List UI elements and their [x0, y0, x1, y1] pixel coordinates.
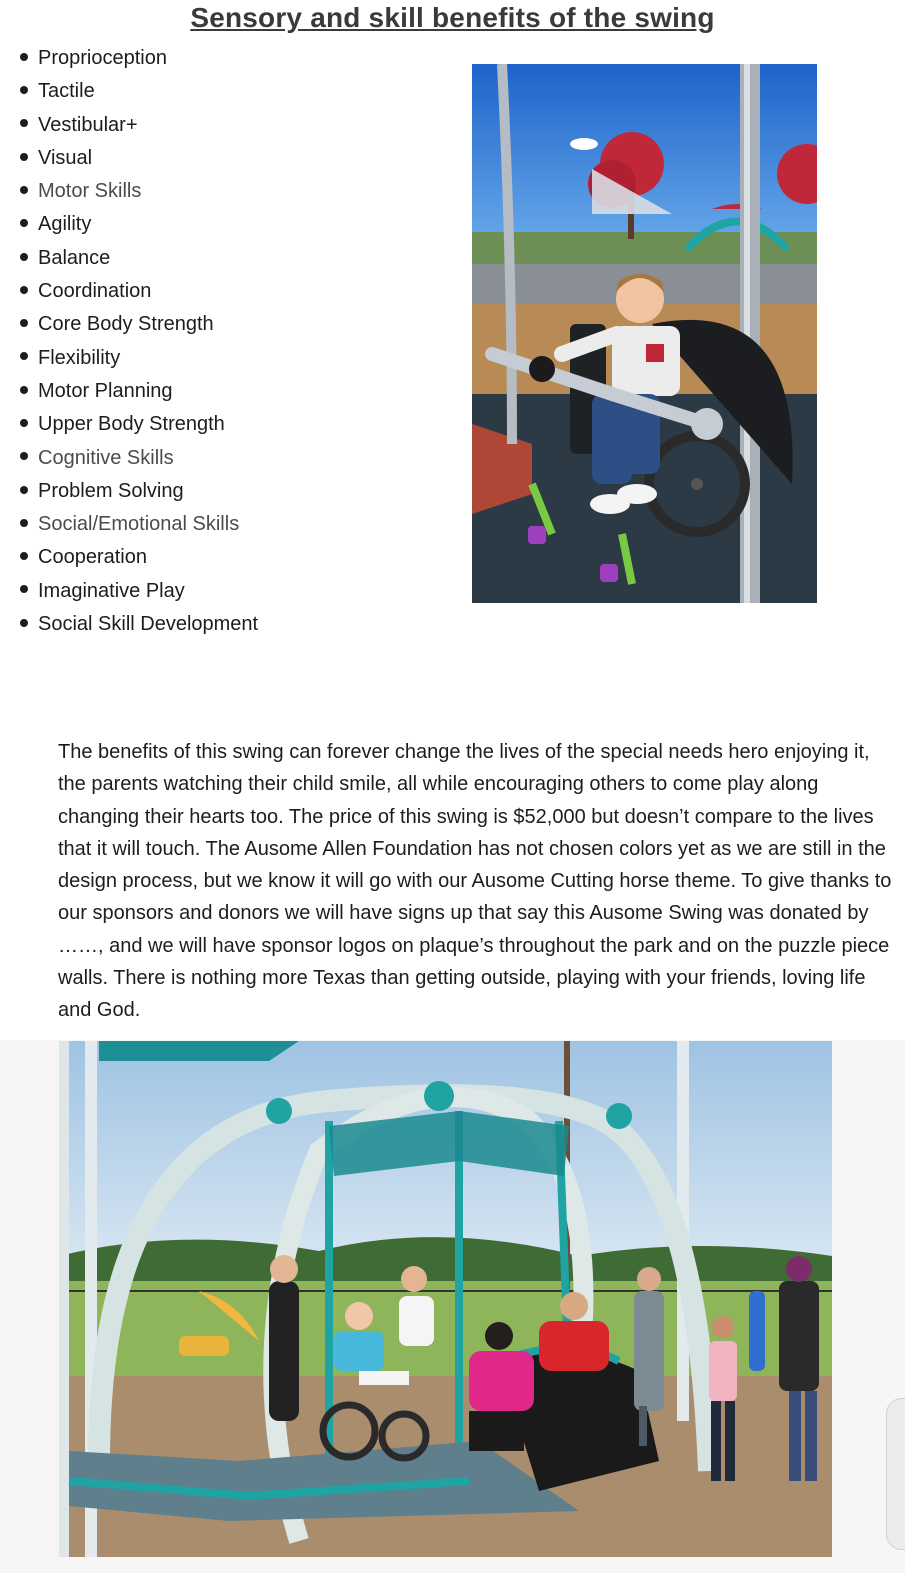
list-item: [20, 144, 258, 177]
benefit-label: Upper Body Strength: [38, 413, 225, 436]
bullet-icon: [20, 319, 28, 327]
list-item: [20, 44, 258, 77]
bullet-icon: [20, 53, 28, 61]
paragraph-line: and God.: [58, 999, 141, 1022]
paragraph-line: walls. There is nothing more Texas than getting outside, playing with your friends, loving life: [58, 967, 866, 990]
bullet-icon: [20, 253, 28, 261]
bullet-icon: [20, 352, 28, 360]
list-item: [20, 177, 258, 210]
bullet-icon: [20, 486, 28, 494]
bullet-icon: [20, 519, 28, 527]
bullet-icon: [20, 585, 28, 593]
list-item: [20, 577, 258, 610]
list-item: [20, 444, 258, 477]
benefit-label: Problem Solving: [38, 479, 184, 502]
bullet-icon: [20, 452, 28, 460]
benefit-label: Balance: [38, 246, 111, 269]
paragraph-line: ……, and we will have sponsor logos on plaque’s throughout the park and on the puzzle piece: [58, 934, 890, 957]
list-item: [20, 244, 258, 277]
benefit-label: Motor Planning: [38, 379, 173, 402]
list-item: [20, 111, 258, 144]
bullet-icon: [20, 186, 28, 194]
photo-group-on-swing: [59, 1041, 832, 1557]
list-item: [20, 410, 258, 443]
page-title: Sensory and skill benefits of the swing: [190, 2, 715, 33]
benefits-list: [20, 44, 258, 643]
bullet-icon: [20, 619, 28, 627]
benefit-label: Cognitive Skills: [38, 446, 174, 469]
benefit-label: Cooperation: [38, 546, 147, 569]
bullet-icon: [20, 119, 28, 127]
benefit-label: Social/Emotional Skills: [38, 513, 240, 536]
list-item: [20, 610, 258, 643]
benefit-label: Visual: [38, 146, 93, 169]
paragraph-line: changing their hearts too. The price of this swing is $52,000 but doesn’t compare to the lives: [58, 805, 874, 828]
paragraph-line: design process, but we know it will go with our Ausome Cutting horse theme. To give thanks to: [58, 870, 892, 893]
scrollbar-handle[interactable]: [886, 1398, 905, 1550]
paragraph-line: the parents watching their child smile, all while encouraging others to come play along: [58, 773, 819, 796]
benefit-label: Tactile: [38, 80, 95, 103]
bullet-icon: [20, 386, 28, 394]
description-paragraph: [58, 736, 903, 1027]
list-item: [20, 344, 258, 377]
list-item: [20, 277, 258, 310]
list-item: [20, 543, 258, 576]
list-item: [20, 77, 258, 110]
benefit-label: Coordination: [38, 280, 152, 303]
list-item: [20, 477, 258, 510]
list-item: [20, 210, 258, 243]
benefit-label: Flexibility: [38, 346, 121, 369]
list-item: [20, 510, 258, 543]
paragraph-line: The benefits of this swing can forever change the lives of the special needs hero enjoying it,: [58, 741, 870, 763]
paragraph-line: that it will touch. The Ausome Allen Foundation has not chosen colors yet as we are still in the: [58, 837, 886, 860]
bullet-icon: [20, 86, 28, 94]
benefit-label: Proprioception: [38, 47, 167, 69]
photo-boy-on-swing: [472, 64, 817, 603]
benefit-label: Social Skill Development: [38, 613, 259, 636]
list-item: [20, 310, 258, 343]
benefit-label: Motor Skills: [38, 180, 142, 203]
bullet-icon: [20, 552, 28, 560]
paragraph-line: our sponsors and donors we will have signs up that say this Ausome Swing was donated by: [58, 902, 869, 925]
bullet-icon: [20, 153, 28, 161]
benefit-label: Imaginative Play: [38, 579, 185, 602]
list-item: [20, 377, 258, 410]
benefit-label: Core Body Strength: [38, 313, 214, 336]
benefit-label: Agility: [38, 213, 92, 236]
bullet-icon: [20, 219, 28, 227]
bullet-icon: [20, 286, 28, 294]
benefit-label: Vestibular+: [38, 113, 138, 136]
bullet-icon: [20, 419, 28, 427]
